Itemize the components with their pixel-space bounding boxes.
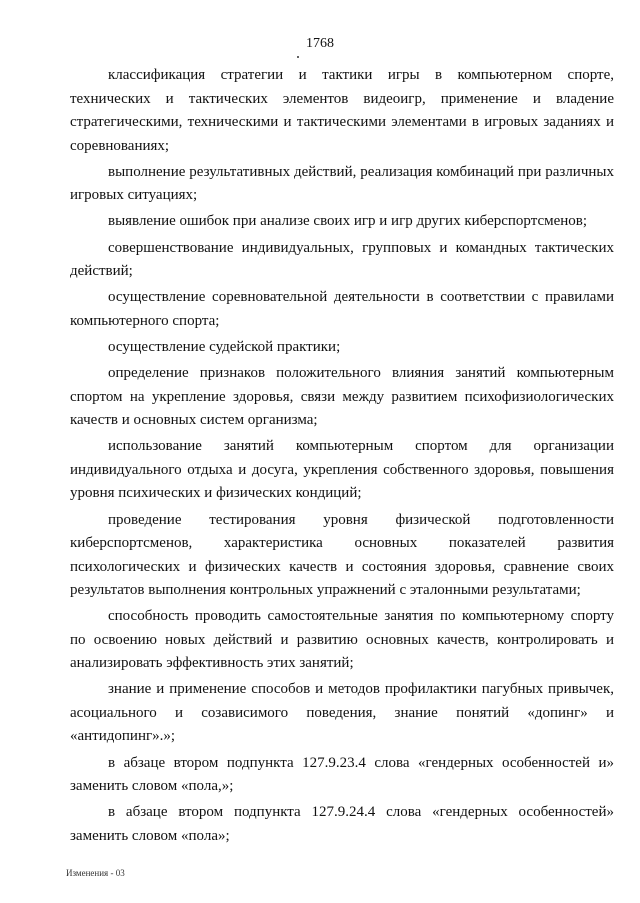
paragraph: использование занятий компьютерным спортом для организации индивидуального отдыха и досуга, укрепления собственного здоровья, повышения уровня психических и физических кондиций; [70,438,614,502]
paragraph: в абзаце втором подпункта 127.9.23.4 слова «гендерных особенностей и» заменить словом «пола,»; [70,754,614,795]
document-body [70,64,614,851]
page-number: 1768 [306,36,334,51]
paragraph: классификация стратегии и тактики игры в компьютерном спорте, технических и тактических элементов видеоигр, применение и владение стратегическими, техническими и тактическими элементами в игровых заданиях и соревнованиях; [70,67,614,154]
paragraph: выявление ошибок при анализе своих игр и игр других киберспортсменов; [108,213,588,230]
paragraph: осуществление соревновательной деятельности в соответствии с правилами компьютерного спорта; [70,289,614,329]
footer-note: Изменения - 03 [66,868,125,878]
paragraph: в абзаце втором подпункта 127.9.24.4 слова «гендерных особенностей» заменить словом «пола»; [70,804,614,844]
paragraph: определение признаков положительного влияния занятий компьютерным спортом на укрепление здоровья, связи между развитием психофизиологических качеств и основных систем организма; [70,365,614,429]
paragraph: осуществление судейской практики; [108,338,341,355]
paragraph: знание и применение способов и методов профилактики пагубных привычек, асоциального и созависимого поведения, знание понятий «допинг» и «антидопинг».»; [70,681,614,745]
scan-dot [297,56,299,58]
paragraph: выполнение результативных действий, реализация комбинаций при различных игровых ситуациях; [70,163,614,204]
paragraph: совершенствование индивидуальных, групповых и командных тактических действий; [70,239,614,280]
paragraph: способность проводить самостоятельные занятия по компьютерному спорту по освоению новых действий и развитию основных качеств, контролировать и анализировать эффективность этих занятий; [70,608,614,672]
paragraph: проведение тестирования уровня физической подготовленности киберспортсменов, характеристика основных показателей развития психологических и физических качеств и состояния здоровья, сравнение своих результатов выполнения контрольных упражнений с эталонными результатами; [70,511,614,598]
